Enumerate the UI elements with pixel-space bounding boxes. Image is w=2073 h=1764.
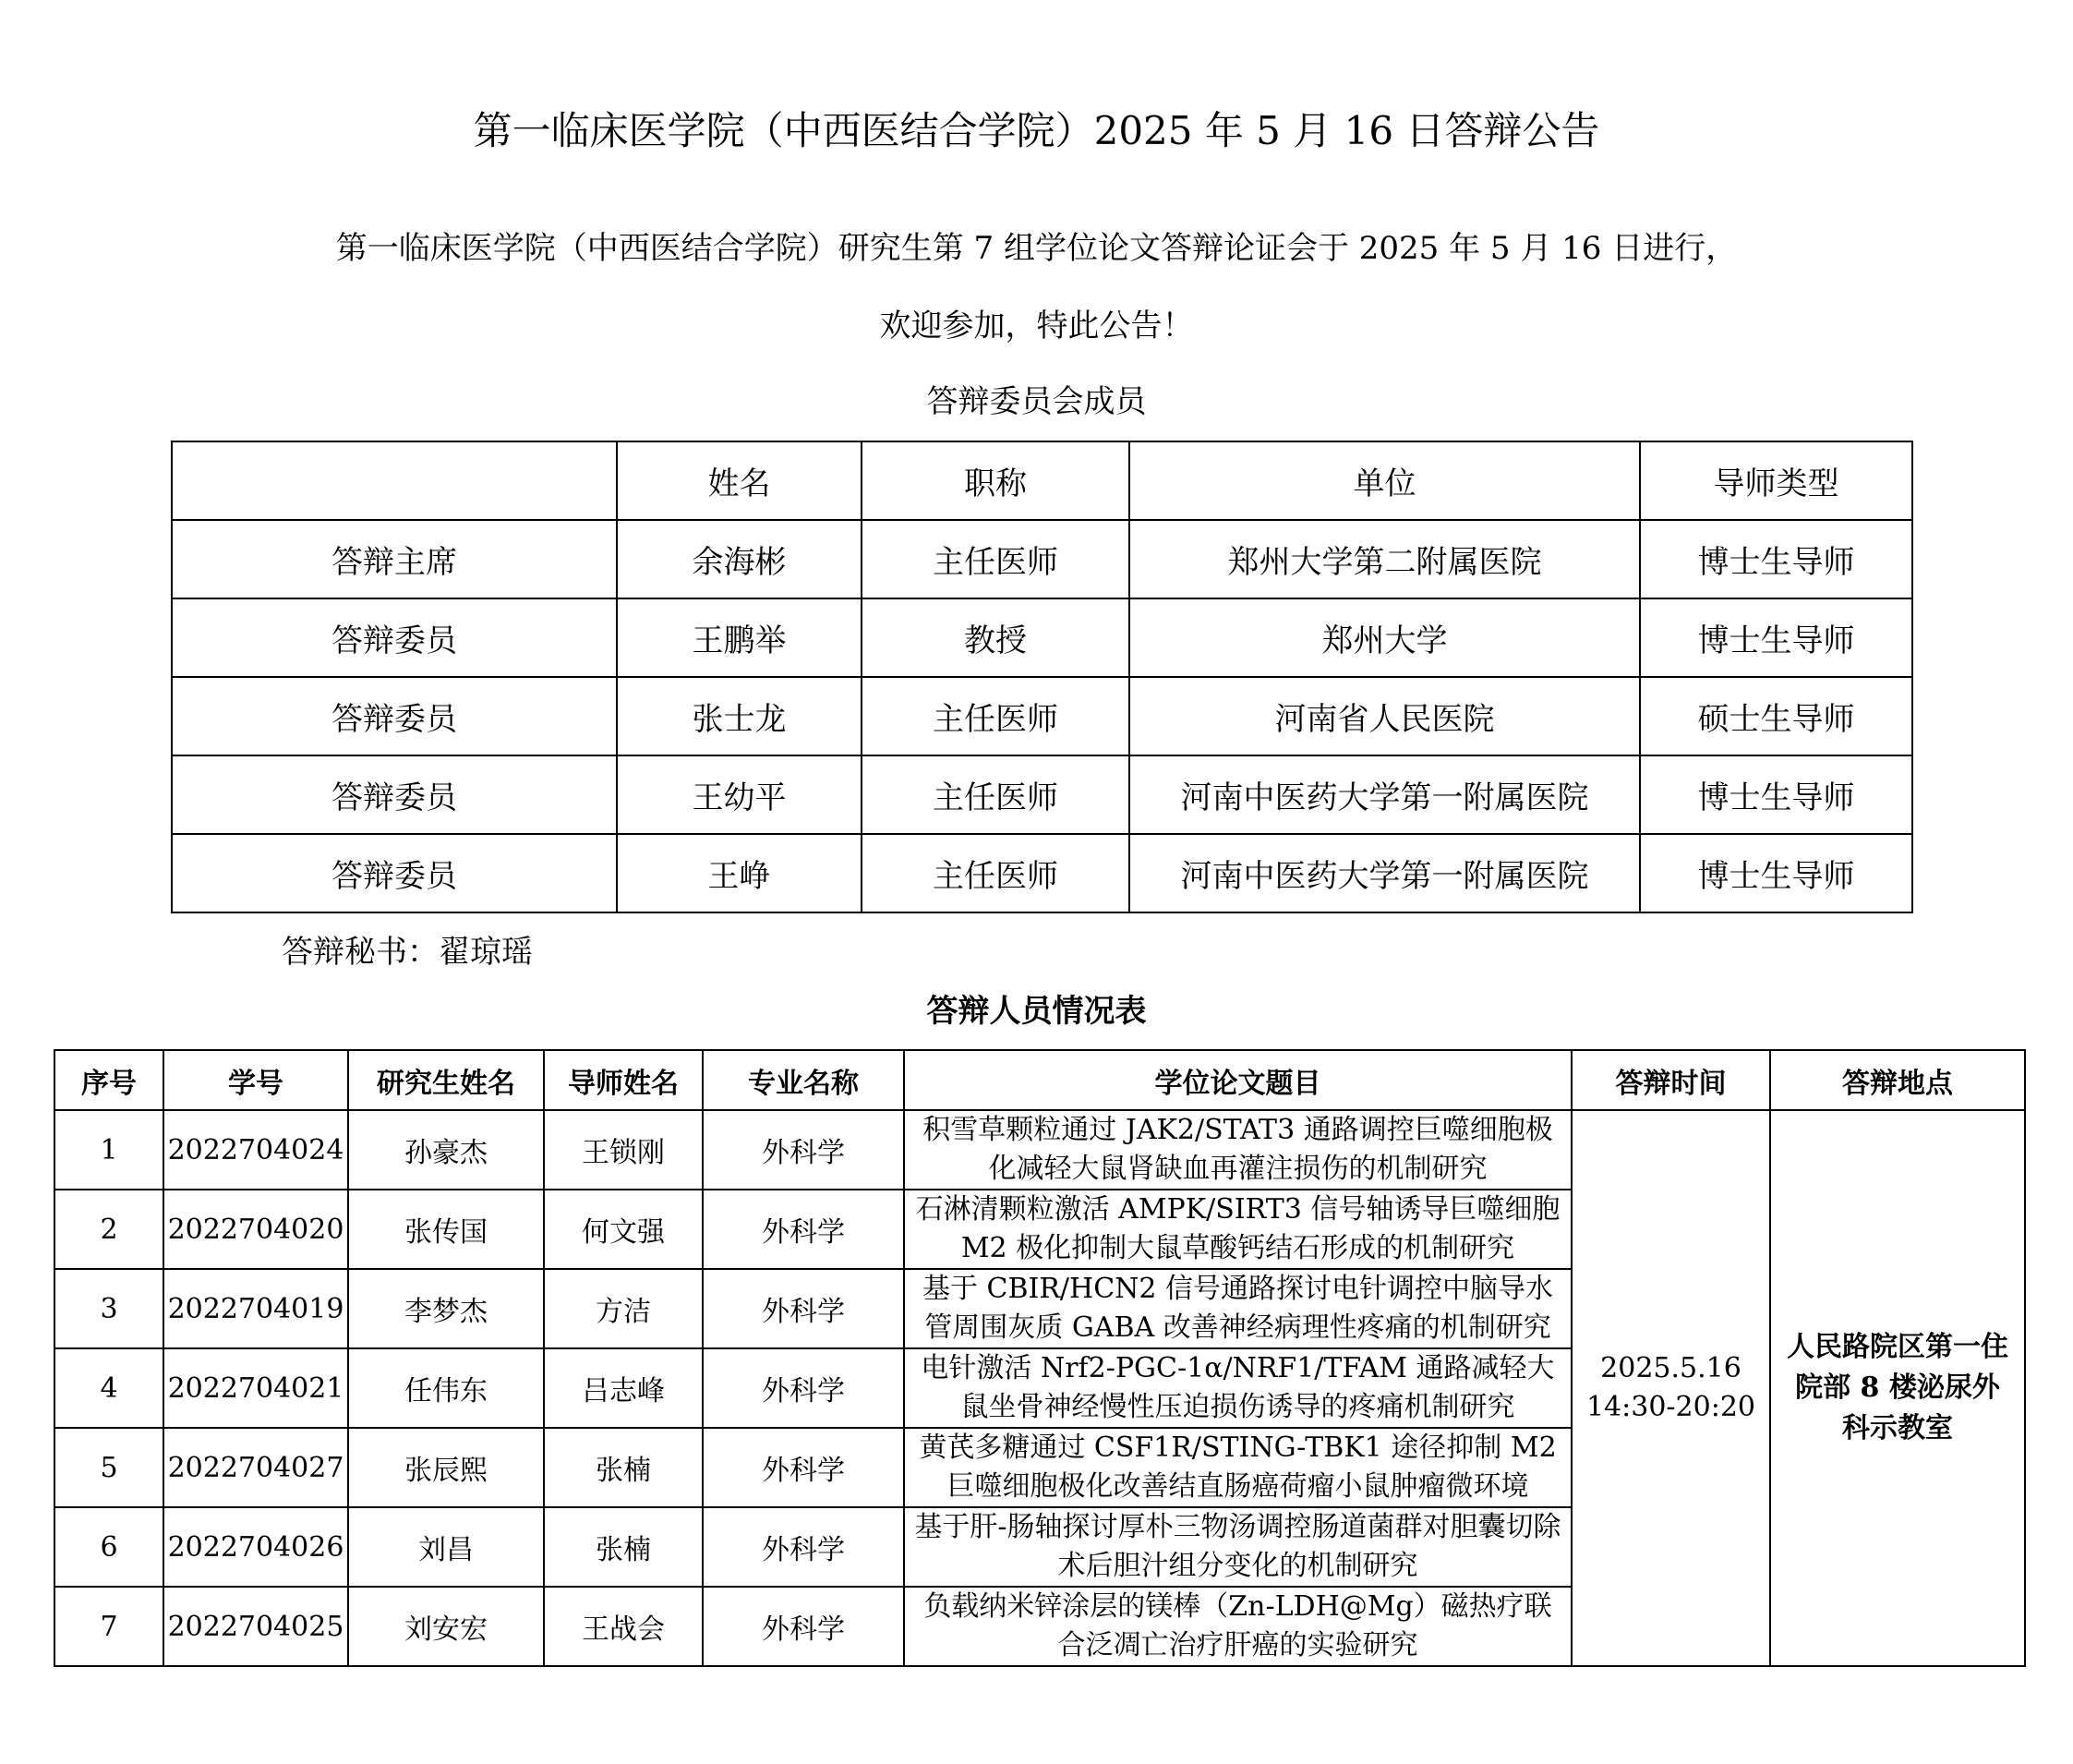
- student-major: 外科学: [703, 1428, 904, 1507]
- intro-line-1: 第一临床医学院（中西医结合学院）研究生第 7 组学位论文答辩论证会于 2025 年 5 月 16 日进行，: [335, 230, 1738, 267]
- header-student-id: 学号: [163, 1050, 348, 1110]
- committee-role: 答辩主席: [172, 520, 617, 598]
- committee-role: 答辩委员: [172, 755, 617, 834]
- committee-title: 主任医师: [862, 755, 1129, 834]
- student-supervisor: 王战会: [544, 1587, 703, 1666]
- committee-unit: 郑州大学: [1129, 598, 1640, 677]
- committee-supervisor-type: 博士生导师: [1640, 834, 1912, 912]
- committee-unit: 河南中医药大学第一附属医院: [1129, 834, 1640, 912]
- committee-name: 王幼平: [617, 755, 862, 834]
- defense-date: 2025.5.16: [1600, 1352, 1742, 1384]
- student-seq: 1: [54, 1110, 163, 1190]
- student-id: 2022704021: [163, 1348, 348, 1428]
- student-supervisor: 何文强: [544, 1190, 703, 1269]
- student-name: 刘安宏: [348, 1587, 544, 1666]
- student-name: 刘昌: [348, 1507, 544, 1587]
- header-supervisor: 导师姓名: [544, 1050, 703, 1110]
- committee-name: 余海彬: [617, 520, 862, 598]
- student-thesis-title: 黄芪多糖通过 CSF1R/STING-TBK1 途径抑制 M2 巨噬细胞极化改善结直肠癌荷瘤小鼠肿瘤微环境: [904, 1428, 1572, 1507]
- student-thesis-title: 基于 CBIR/HCN2 信号通路探讨电针调控中脑导水管周围灰质 GABA 改善神经病理性疼痛的机制研究: [904, 1269, 1572, 1348]
- committee-unit: 河南省人民医院: [1129, 677, 1640, 755]
- committee-supervisor-type: 博士生导师: [1640, 598, 1912, 677]
- students-heading: 答辩人员情况表: [926, 993, 1147, 1030]
- header-seq: 序号: [54, 1050, 163, 1110]
- defense-place: 人民路院区第一住院部 8 楼泌尿外科示教室: [1770, 1110, 2025, 1666]
- students-table: [54, 1049, 2026, 1667]
- student-name: 张辰熙: [348, 1428, 544, 1507]
- student-seq: 5: [54, 1428, 163, 1507]
- committee-heading: 答辩委员会成员: [926, 383, 1147, 420]
- committee-row: [172, 520, 1912, 598]
- student-seq: 7: [54, 1587, 163, 1666]
- committee-header-supervisor-type: 导师类型: [1640, 441, 1912, 520]
- student-seq: 4: [54, 1348, 163, 1428]
- defense-time: [1572, 1110, 1770, 1666]
- committee-header-role: [172, 441, 617, 520]
- student-id: 2022704019: [163, 1269, 348, 1348]
- student-id: 2022704026: [163, 1507, 348, 1587]
- student-row: [54, 1110, 2025, 1190]
- student-major: 外科学: [703, 1507, 904, 1587]
- student-id: 2022704024: [163, 1110, 348, 1190]
- page-title: 第一临床医学院（中西医结合学院）2025 年 5 月 16 日答辩公告: [473, 108, 1600, 153]
- header-student-name: 研究生姓名: [348, 1050, 544, 1110]
- student-name: 李梦杰: [348, 1269, 544, 1348]
- students-header-row: [54, 1050, 2025, 1110]
- student-major: 外科学: [703, 1348, 904, 1428]
- student-thesis-title: 基于肝-肠轴探讨厚朴三物汤调控肠道菌群对胆囊切除术后胆汁组分变化的机制研究: [904, 1507, 1572, 1587]
- committee-unit: 郑州大学第二附属医院: [1129, 520, 1640, 598]
- committee-role: 答辩委员: [172, 834, 617, 912]
- committee-role: 答辩委员: [172, 677, 617, 755]
- student-supervisor: 王锁刚: [544, 1110, 703, 1190]
- committee-name: 张士龙: [617, 677, 862, 755]
- header-defense-time: 答辩时间: [1572, 1050, 1770, 1110]
- student-name: 张传国: [348, 1190, 544, 1269]
- student-thesis-title: 石淋清颗粒激活 AMPK/SIRT3 信号轴诱导巨噬细胞 M2 极化抑制大鼠草酸钙结石形成的机制研究: [904, 1190, 1572, 1269]
- committee-role: 答辩委员: [172, 598, 617, 677]
- student-major: 外科学: [703, 1587, 904, 1666]
- header-thesis-title: 学位论文题目: [904, 1050, 1572, 1110]
- defense-time-range: 14:30-20:20: [1585, 1391, 1756, 1423]
- student-seq: 2: [54, 1190, 163, 1269]
- student-thesis-title: 负载纳米锌涂层的镁棒（Zn-LDH@Mg）磁热疗联合泛凋亡治疗肝癌的实验研究: [904, 1587, 1572, 1666]
- committee-title: 教授: [862, 598, 1129, 677]
- student-major: 外科学: [703, 1190, 904, 1269]
- student-supervisor: 吕志峰: [544, 1348, 703, 1428]
- student-major: 外科学: [703, 1269, 904, 1348]
- student-supervisor: 张楠: [544, 1507, 703, 1587]
- committee-row: [172, 677, 1912, 755]
- committee-row: [172, 755, 1912, 834]
- student-thesis-title: 积雪草颗粒通过 JAK2/STAT3 通路调控巨噬细胞极化减轻大鼠肾缺血再灌注损伤的机制研究: [904, 1110, 1572, 1190]
- header-defense-place: 答辩地点: [1770, 1050, 2025, 1110]
- committee-title: 主任医师: [862, 520, 1129, 598]
- header-major: 专业名称: [703, 1050, 904, 1110]
- committee-supervisor-type: 博士生导师: [1640, 520, 1912, 598]
- student-id: 2022704020: [163, 1190, 348, 1269]
- committee-row: [172, 834, 1912, 912]
- committee-title: 主任医师: [862, 834, 1129, 912]
- committee-row: [172, 598, 1912, 677]
- defense-secretary: 答辩秘书：翟琼瑶: [282, 934, 533, 971]
- student-seq: 6: [54, 1507, 163, 1587]
- committee-unit: 河南中医药大学第一附属医院: [1129, 755, 1640, 834]
- committee-name: 王鹏举: [617, 598, 862, 677]
- student-supervisor: 张楠: [544, 1428, 703, 1507]
- student-major: 外科学: [703, 1110, 904, 1190]
- committee-header-name: 姓名: [617, 441, 862, 520]
- student-supervisor: 方洁: [544, 1269, 703, 1348]
- intro-line-2: 欢迎参加，特此公告！: [879, 308, 1194, 344]
- student-name: 孙豪杰: [348, 1110, 544, 1190]
- committee-header-title: 职称: [862, 441, 1129, 520]
- student-id: 2022704027: [163, 1428, 348, 1507]
- committee-supervisor-type: 博士生导师: [1640, 755, 1912, 834]
- committee-title: 主任医师: [862, 677, 1129, 755]
- committee-header-row: [172, 441, 1912, 520]
- committee-supervisor-type: 硕士生导师: [1640, 677, 1912, 755]
- committee-table: [171, 441, 1913, 913]
- committee-name: 王峥: [617, 834, 862, 912]
- student-name: 任伟东: [348, 1348, 544, 1428]
- student-id: 2022704025: [163, 1587, 348, 1666]
- student-seq: 3: [54, 1269, 163, 1348]
- committee-header-unit: 单位: [1129, 441, 1640, 520]
- student-thesis-title: 电针激活 Nrf2-PGC-1α/NRF1/TFAM 通路减轻大鼠坐骨神经慢性压迫损伤诱导的疼痛机制研究: [904, 1348, 1572, 1428]
